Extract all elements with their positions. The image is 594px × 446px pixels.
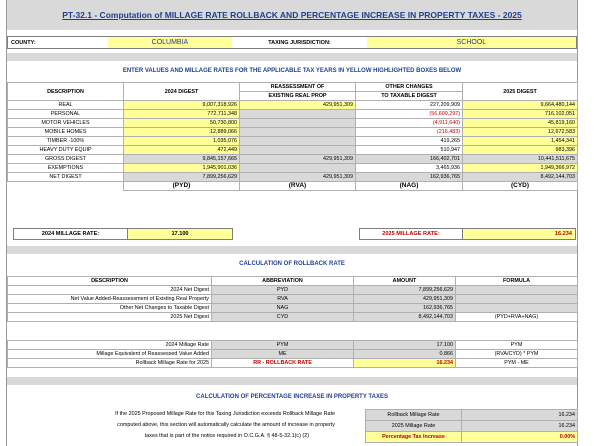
header-other-changes: OTHER CHANGES — [356, 83, 463, 92]
explanation-line: taxes that is part of the notice required in O.C.G.A. § 48-5-32.1(c) (2) — [144, 433, 309, 439]
rollback-description: Net Value Added-Reassessment of Existing Real Property — [8, 295, 212, 304]
rollback-amount: 8,492,144,703 — [354, 313, 456, 322]
abbrev-nag: (NAG) — [356, 182, 463, 191]
percentage-table — [365, 409, 578, 443]
row-description: MOTOR VEHICLES — [8, 119, 124, 128]
header-description: DESCRIPTION — [8, 83, 124, 101]
other-changes-value: (4,911,640) — [356, 119, 463, 128]
table-row — [8, 350, 578, 359]
net-other-changes: 162,936,765 — [356, 173, 463, 182]
rollback-table — [7, 276, 578, 322]
header-formula: FORMULA — [456, 277, 578, 286]
separator-band — [7, 53, 577, 61]
gross-reassessment: 429,951,309 — [240, 155, 356, 164]
rollback-header-row — [8, 277, 578, 286]
net-digest-2024: 7,899,256,629 — [124, 173, 240, 182]
rollback-description: 2024 Millage Rate — [8, 341, 212, 350]
digest-table — [7, 82, 578, 191]
exemptions-2024-input[interactable]: 1,945,901,036 — [124, 164, 240, 173]
percentage-label: 2025 Millage Rate — [366, 421, 462, 432]
county-label: COUNTY: — [11, 39, 36, 46]
page-title: PT-32.1 - Computation of MILLAGE RATE ROLLBACK AND PERCENTAGE INCREASE IN PROPERTY TAXES - 2025 — [62, 10, 522, 20]
rollback-amount: 7,899,256,629 — [354, 286, 456, 295]
table-row — [8, 146, 578, 155]
header-other-changes-sub: TO TAXABLE DIGEST — [356, 92, 463, 101]
digest-2024-input[interactable]: 1,035,076 — [124, 137, 240, 146]
percentage-value: 16.234 — [462, 421, 578, 432]
percentage-explanation — [7, 409, 357, 442]
abbrev-rva: (RVA) — [240, 182, 356, 191]
rollback-abbreviation: ME — [212, 350, 354, 359]
header-abbreviation: ABBREVIATION — [212, 277, 354, 286]
digest-2025-input[interactable]: 716,102,051 — [463, 110, 578, 119]
row-description: HEAVY DUTY EQUIP — [8, 146, 124, 155]
other-changes-value: 419,265 — [356, 137, 463, 146]
worksheet — [6, 0, 578, 446]
rollback-description: 2025 Net Digest — [8, 313, 212, 322]
percentage-increase-value: 0.00% — [462, 432, 578, 443]
row-description: MOBILE HOMES — [8, 128, 124, 137]
rollback-heading: CALCULATION OF ROLLBACK RATE — [239, 261, 345, 267]
rollback-amount: 0.866 — [354, 350, 456, 359]
rollback-rate-abbreviation: RR - ROLLBACK RATE — [212, 359, 354, 368]
rollback-formula: PYM - ME — [456, 359, 578, 368]
digest-2025-input[interactable]: 9,664,480,144 — [463, 101, 578, 110]
table-row — [8, 295, 578, 304]
row-description: PERSONAL — [8, 110, 124, 119]
millage-2025-label: 2025 MILLAGE RATE: — [359, 228, 463, 240]
table-row — [8, 359, 578, 368]
digest-2025-input[interactable]: 12,672,583 — [463, 128, 578, 137]
digest-2025-input[interactable]: 1,454,341 — [463, 137, 578, 146]
abbreviation-row — [8, 182, 578, 191]
county-input[interactable]: COLUMBIA — [108, 37, 233, 48]
net-digest-2025: 8,492,144,703 — [463, 173, 578, 182]
table-row — [8, 304, 578, 313]
digest-2024-input[interactable]: 472,449 — [124, 146, 240, 155]
digest-2025-input[interactable]: 983,396 — [463, 146, 578, 155]
exemptions-2025-input[interactable]: 1,949,366,972 — [463, 164, 578, 173]
gross-digest-2025: 10,441,511,675 — [463, 155, 578, 164]
table-row — [366, 432, 578, 443]
jurisdiction-input[interactable]: SCHOOL — [367, 37, 576, 48]
header-amount: AMOUNT — [354, 277, 456, 286]
rollback-description: Other Net Changes to Taxable Digest — [8, 304, 212, 313]
millage-2024-input[interactable]: 17.100 — [128, 228, 233, 240]
digest-2024-input[interactable]: 9,007,318,926 — [124, 101, 240, 110]
digest-header-row — [8, 83, 578, 92]
millage-row — [7, 227, 577, 241]
table-row — [366, 410, 578, 421]
row-description: NET DIGEST — [8, 173, 124, 182]
other-changes-value: 3,465,936 — [356, 164, 463, 173]
row-description: GROSS DIGEST — [8, 155, 124, 164]
header-reassessment-sub: EXISTING REAL PROP — [240, 92, 356, 101]
separator-band — [7, 246, 577, 254]
table-row — [8, 164, 578, 173]
abbrev-cyd: (CYD) — [463, 182, 578, 191]
rollback-amount: 162,936,765 — [354, 304, 456, 313]
other-changes-value: 510,947 — [356, 146, 463, 155]
reassessment-cell — [240, 137, 356, 146]
rollback-description: Millage Equivalent of Reassessed Value Added — [8, 350, 212, 359]
table-row — [8, 286, 578, 295]
rollback-formula — [456, 295, 578, 304]
other-changes-value: (56,609,297) — [356, 110, 463, 119]
table-row — [8, 119, 578, 128]
table-row — [8, 101, 578, 110]
percentage-value: 16.234 — [462, 410, 578, 421]
percentage-increase-label: Percentage Tax Increase — [366, 432, 462, 443]
abbrev-pyd: (PYD) — [124, 182, 240, 191]
rollback-abbreviation: NAG — [212, 304, 354, 313]
reassessment-cell — [240, 110, 356, 119]
rollback-formula: PYM — [456, 341, 578, 350]
rollback-formula: (PYD+RVA+NAG) — [456, 313, 578, 322]
reassessment-cell — [240, 119, 356, 128]
digest-2024-input[interactable]: 50,730,800 — [124, 119, 240, 128]
reassessment-cell — [240, 146, 356, 155]
table-row — [8, 341, 578, 350]
rollback-description: 2024 Net Digest — [8, 286, 212, 295]
millage-2025-input[interactable]: 16.234 — [463, 228, 576, 240]
reassessment-cell — [240, 128, 356, 137]
row-description: EXEMPTIONS — [8, 164, 124, 173]
table-row — [8, 137, 578, 146]
header-description: DESCRIPTION — [8, 277, 212, 286]
rollback-amount: 429,951,309 — [354, 295, 456, 304]
row-description: TIMBER -100% — [8, 137, 124, 146]
table-row — [8, 128, 578, 137]
rollback-formula: (RVA/CYD) * PYM — [456, 350, 578, 359]
rollback-description: Rollback Millage Rate for 2025 — [8, 359, 212, 368]
row-description: REAL — [8, 101, 124, 110]
gross-other-changes: 166,402,701 — [356, 155, 463, 164]
digest-2024-input[interactable]: 12,889,066 — [124, 128, 240, 137]
rollback-abbreviation: RVA — [212, 295, 354, 304]
rollback-amount: 17.100 — [354, 341, 456, 350]
explanation-line: computed above, this section will automatically calculate the amount of increase in property — [117, 422, 335, 428]
other-changes-value: (216,483) — [356, 128, 463, 137]
rollback-formula — [456, 286, 578, 295]
gross-digest-2024: 9,845,157,665 — [124, 155, 240, 164]
header-2024-digest: 2024 DIGEST — [124, 83, 240, 101]
table-row — [8, 110, 578, 119]
digest-2024-input[interactable]: 772,711,348 — [124, 110, 240, 119]
reassessment-input[interactable]: 429,951,309 — [240, 101, 356, 110]
header-reassessment: REASSESSMENT OF — [240, 83, 356, 92]
rollback-rate-table — [7, 340, 578, 368]
instructions-heading: ENTER VALUES AND MILLAGE RATES FOR THE APPLICABLE TAX YEARS IN YELLOW HIGHLIGHTED BOXES BELOW — [122, 68, 462, 74]
percentage-label: Rollback Millage Rate — [366, 410, 462, 421]
rollback-rate-amount: 16.234 — [354, 359, 456, 368]
jurisdiction-label: TAXING JURISDICTION: — [268, 39, 331, 46]
table-row — [8, 155, 578, 164]
reassessment-cell — [240, 164, 356, 173]
rollback-abbreviation: PYD — [212, 286, 354, 295]
header-2025-digest: 2025 DIGEST — [463, 83, 578, 101]
table-row — [8, 313, 578, 322]
table-row — [366, 421, 578, 432]
title-bar — [7, 0, 577, 30]
net-reassessment: 429,951,309 — [240, 173, 356, 182]
rollback-formula — [456, 304, 578, 313]
table-row — [8, 173, 578, 182]
separator-band — [7, 377, 577, 385]
explanation-line: If the 2025 Proposed Millage Rate for this Taxing Jurisdiction exceeds Rollback Millage Rate — [115, 411, 335, 417]
rollback-abbreviation: CYD — [212, 313, 354, 322]
digest-2025-input[interactable]: 45,819,160 — [463, 119, 578, 128]
percentage-heading: CALCULATION OF PERCENTAGE INCREASE IN PROPERTY TAXES — [196, 394, 388, 400]
other-changes-value: 227,209,909 — [356, 101, 463, 110]
county-jurisdiction-row — [7, 36, 577, 49]
millage-2024-label: 2024 MILLAGE RATE: — [13, 228, 128, 240]
rollback-abbreviation: PYM — [212, 341, 354, 350]
